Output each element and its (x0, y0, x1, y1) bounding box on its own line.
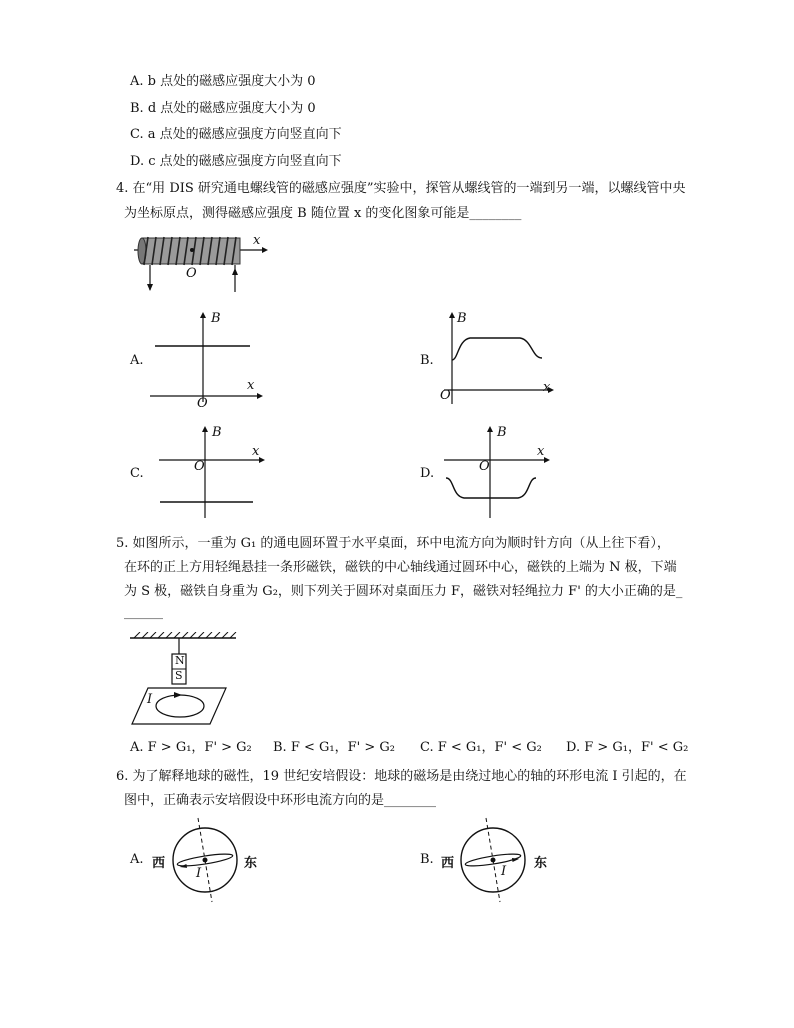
q5-magnet-s-label: S (175, 669, 183, 682)
q4-graph-c (155, 424, 267, 520)
q3-option-d: D. c 点处的磁感应强度方向竖直向下 (130, 154, 342, 169)
q4-choice-c-label: C. (130, 466, 144, 481)
q4-graph-a-origin: O (197, 396, 208, 411)
q4-solenoid-figure (130, 232, 270, 294)
q4-graph-d-origin: O (479, 459, 490, 474)
q4-graph-c-origin: O (194, 459, 205, 474)
q4-fig-x-label: x (253, 233, 261, 248)
q6-a-current-label: I (196, 866, 202, 881)
q5-option-c: C. F < G₁，F' < G₂ (420, 740, 542, 755)
q5-option-b: B. F < G₁，F' > G₂ (273, 740, 395, 755)
q6-a-east-label: 东 (244, 856, 258, 871)
q4-graph-d (440, 424, 552, 520)
q5-stem-line2: 在环的正上方用轻绳悬挂一条形磁铁，磁铁的中心轴线通过圆环中心，磁铁的上端为 N 极，下端 (124, 560, 677, 575)
q6-a-west-label: 西 (152, 856, 166, 871)
q4-graph-b-origin: O (440, 388, 451, 403)
q3-option-a: A. b 点处的磁感应强度大小为 0 (130, 74, 316, 89)
q4-stem-line2: 为坐标原点，测得磁感应强度 B 随位置 x 的变化图象可能是________ (124, 206, 522, 221)
q4-graph-d-axis-b: B (497, 425, 507, 440)
q4-graph-c-axis-b: B (212, 425, 222, 440)
q4-graph-b-axis-x: x (543, 380, 551, 395)
q4-choice-b-label: B. (420, 353, 434, 368)
q4-graph-a-axis-b: B (211, 311, 221, 326)
q6-stem-line2: 图中，正确表示安培假设中环形电流方向的是________ (124, 793, 437, 808)
q4-graph-b-axis-b: B (457, 311, 467, 326)
q5-current-label: I (147, 692, 153, 707)
q5-magnet-n-label: N (175, 654, 185, 667)
q5-option-d: D. F > G₁，F' < G₂ (566, 740, 689, 755)
q6-choice-b-label: B. (420, 852, 434, 867)
q4-choice-a-label: A. (130, 353, 144, 368)
q4-fig-origin-label: O (186, 266, 197, 281)
q5-stem-line1: 5. 如图所示，一重为 G₁ 的通电圆环置于水平桌面，环中电流方向为顺时针方向（从上往下看）， (116, 536, 670, 551)
q5-stem-line4: ______ (124, 605, 163, 620)
q5-magnet-ring-figure (128, 632, 240, 728)
q4-choice-d-label: D. (420, 466, 435, 481)
q5-option-a: A. F > G₁，F' > G₂ (130, 740, 252, 755)
q6-b-current-label: I (501, 864, 507, 879)
q6-b-west-label: 西 (441, 856, 455, 871)
q4-graph-c-axis-x: x (252, 444, 260, 459)
q4-stem-line1: 4. 在“用 DIS 研究通电螺线管的磁感应强度”实验中，探管从螺线管的一端到另一端，以螺线管中央 (116, 181, 686, 196)
q3-option-c: C. a 点处的磁感应强度方向竖直向下 (130, 127, 342, 142)
q6-globe-a (170, 816, 240, 904)
q6-stem-line1: 6. 为了解释地球的磁性，19 世纪安培假设：地球的磁场是由绕过地心的轴的环形电流 I 引起的，在 (116, 769, 687, 784)
q3-option-b: B. d 点处的磁感应强度大小为 0 (130, 101, 316, 116)
q6-choice-a-label: A. (130, 852, 144, 867)
q5-stem-line3: 为 S 极，磁铁自身重为 G₂，则下列关于圆环对桌面压力 F，磁铁对轻绳拉力 F' 的大小正确的是_ (124, 584, 683, 599)
q6-b-east-label: 东 (534, 856, 548, 871)
q4-graph-a-axis-x: x (247, 378, 255, 393)
q4-graph-d-axis-x: x (537, 444, 545, 459)
q6-globe-b (458, 816, 528, 904)
